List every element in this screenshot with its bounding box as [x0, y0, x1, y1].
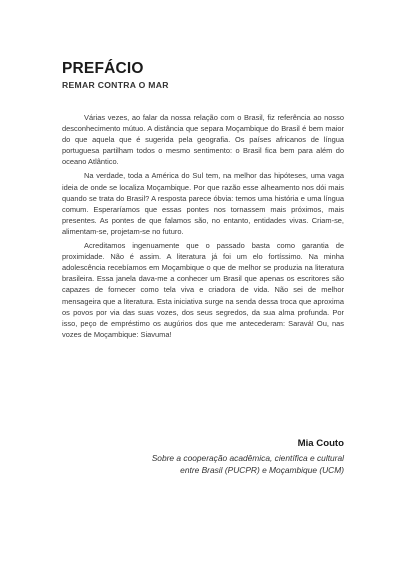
paragraph-1: Várias vezes, ao falar da nossa relação com o Brasil, fiz referência ao nosso desconhecimento mútuo. A distância que separa Moçambique do Brasil é bem maior do que aquela que é sugerida pela geografia. Os países africanos de língua portuguesa partilham todos o mesmo sentimento: o Brasil fica bem para além do oceano Atlântico. [62, 113, 344, 167]
preface-body [62, 112, 344, 343]
affiliation-line-2: entre Brasil (PUCPR) e Moçambique (UCM) [180, 465, 344, 476]
signature-block [152, 438, 344, 477]
paragraph-2: Na verdade, toda a América do Sul tem, na melhor das hipóteses, uma vaga ideia de onde se localiza Moçambique. Por que razão esse alheamento nos dói mais quando se trata do Brasil? A resposta parece óbvia: temos uma história e uma língua comum. Esperaríamos que essas pontes nos tornassem mais próximos, mais presentes. As pontes de que falamos são, no entanto, entidades vivas. Criam-se, alimentam-se, projetam-se no futuro. [62, 171, 344, 236]
page-subtitle: REMAR CONTRA O MAR [62, 80, 169, 90]
page-title: PREFÁCIO [62, 60, 144, 77]
paragraph-3: Acreditamos ingenuamente que o passado basta como garantia de proximidade. Não é assim. A literatura já foi um elo fortíssimo. Na minha adolescência recebíamos em Moçambique o que de melhor se produzia na literatura brasileira. Essa janela dava-me a conhecer um Brasil que apenas os escritores são capazes de fornecer como tela viva e criadora de vida. Não sei de melhor mensageira que a literatura. Esta iniciativa surge na senda dessa troca que aproxima os povos por via das suas vozes, dos seus segredos, da sua alma profunda. Por isso, peço de empréstimo os augúrios dos que me antecederam: Saravá! Ou, nas vozes de Moçambique: Siavuma! [62, 241, 344, 339]
author-name: Mia Couto [297, 438, 344, 449]
affiliation-line-1: Sobre a cooperação acadêmica, científica e cultural [151, 453, 344, 463]
